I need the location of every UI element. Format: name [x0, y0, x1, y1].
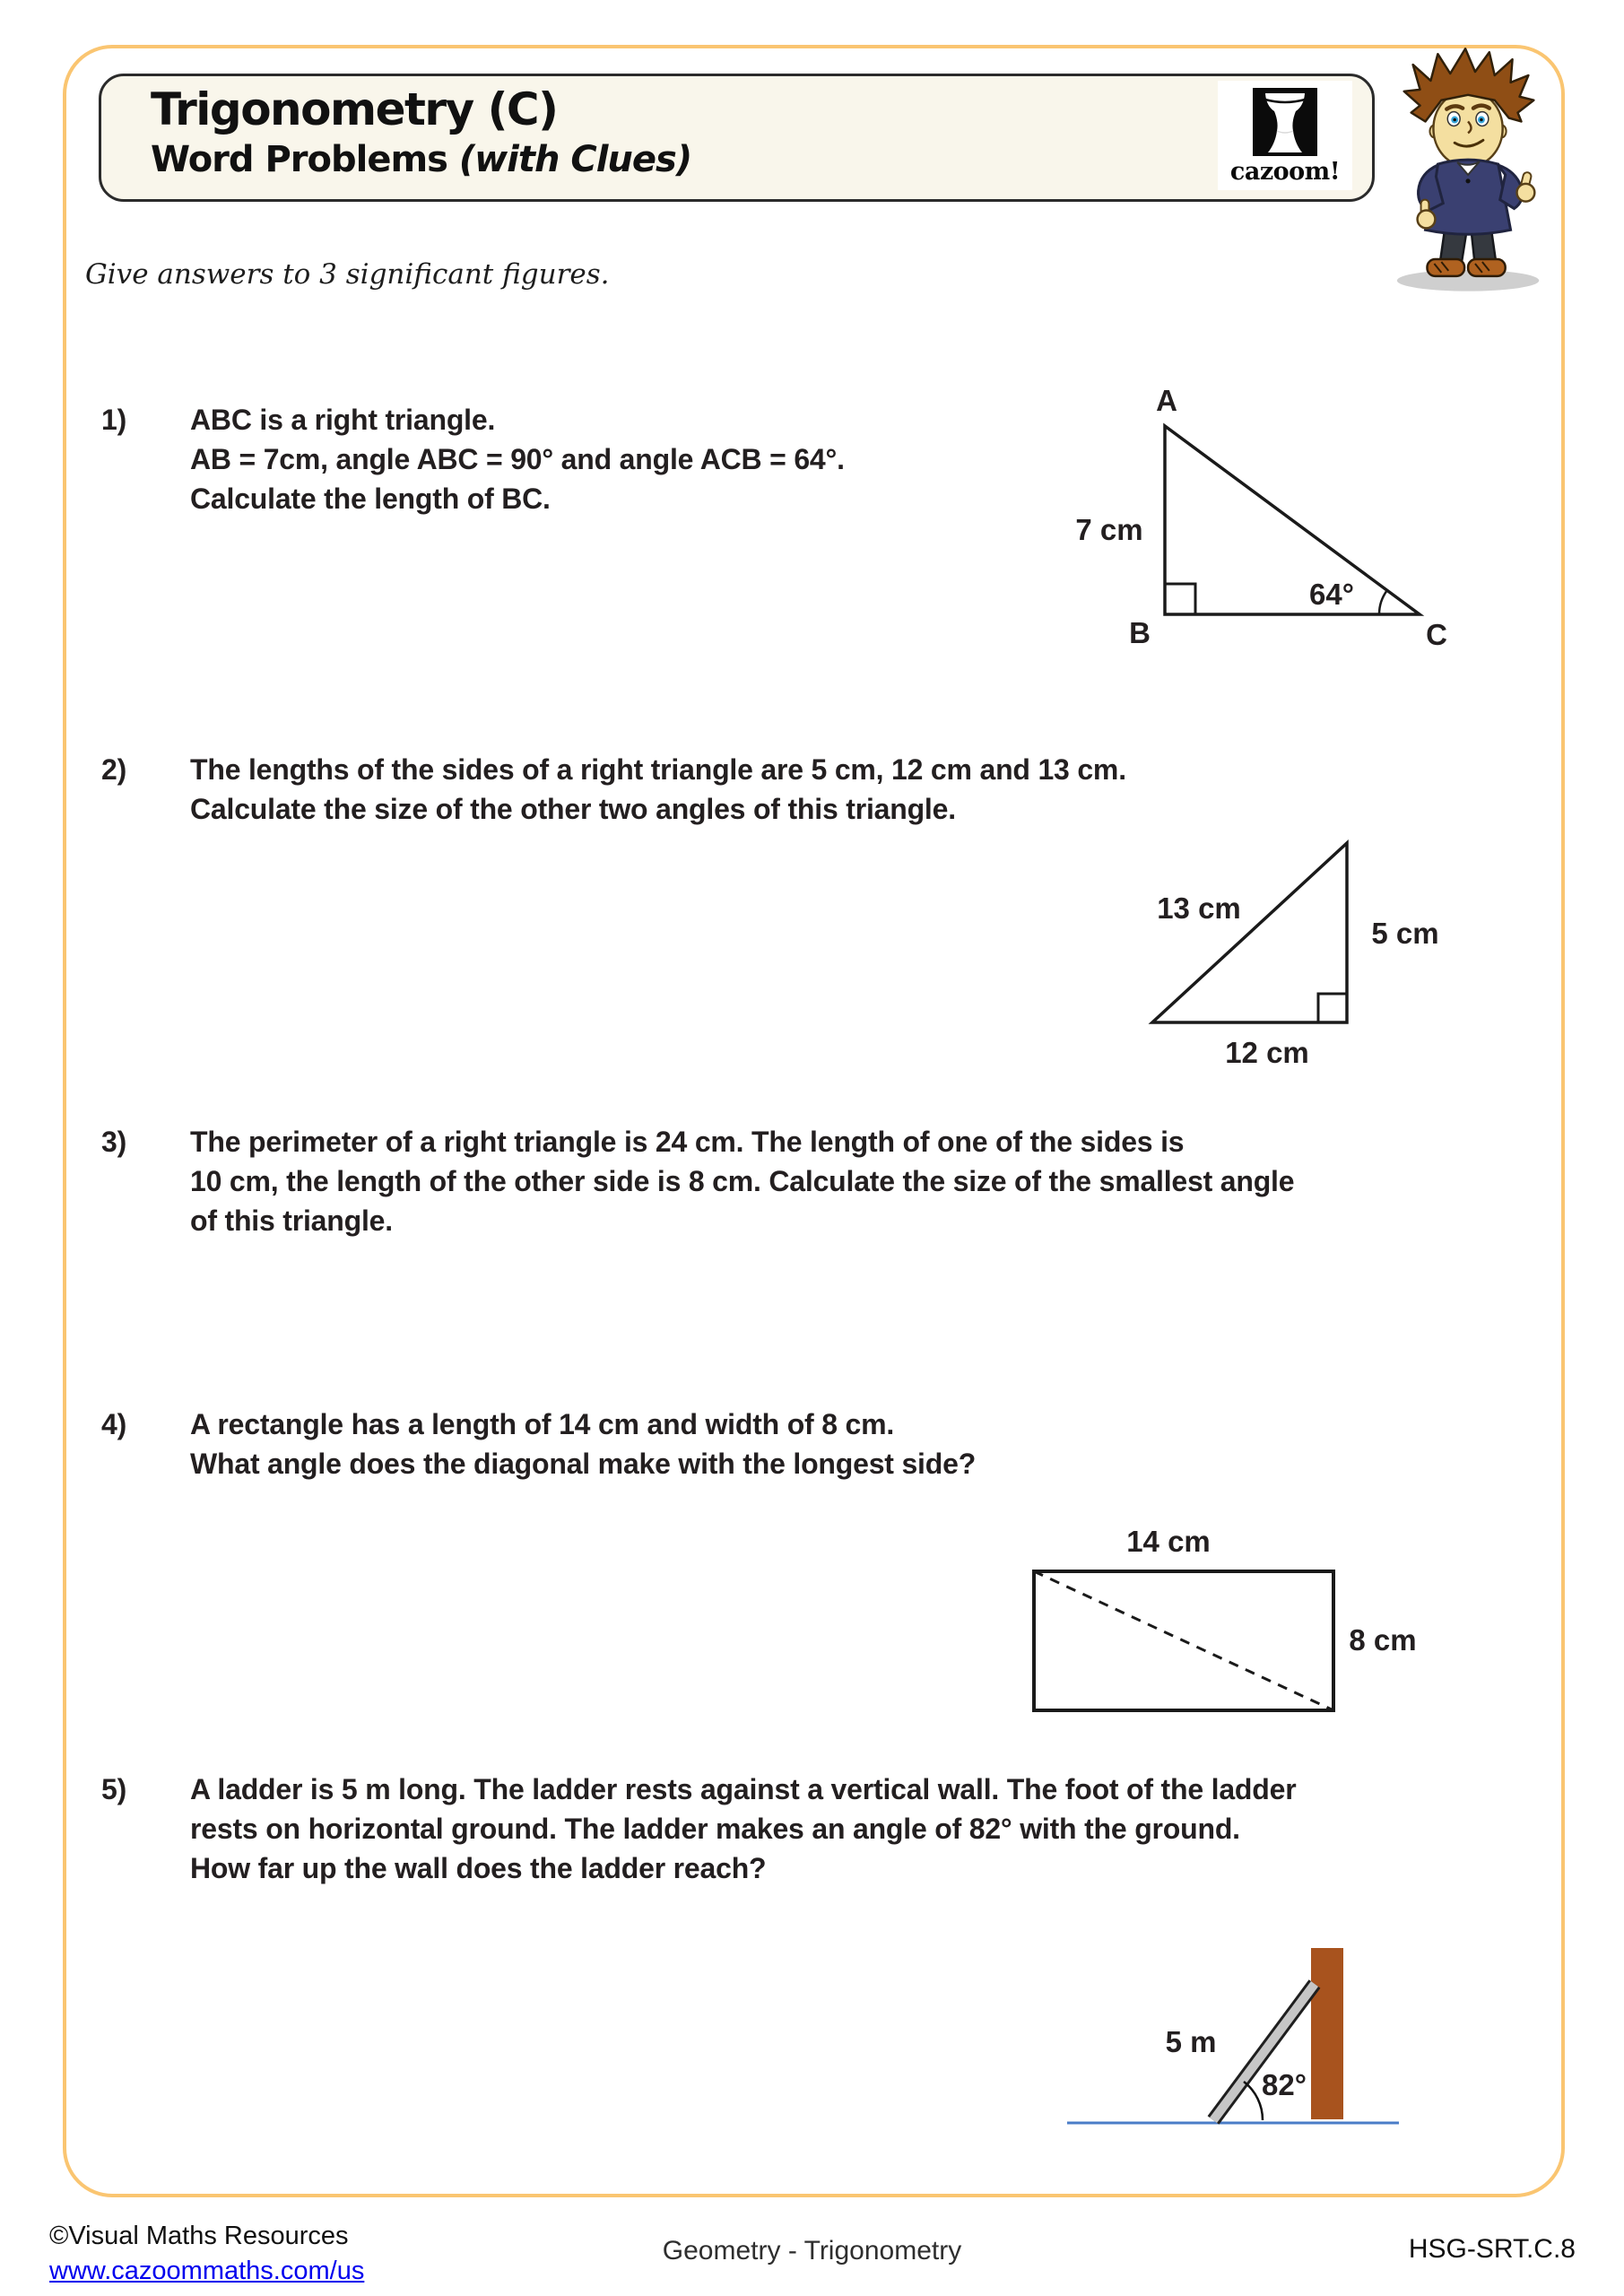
cazoom-logo-text: cazoom!	[1229, 158, 1341, 186]
problem-5	[101, 1770, 1296, 1888]
worksheet-title: Trigonometry (C)	[151, 83, 558, 135]
angle-arc	[1244, 2082, 1263, 2120]
problem-2-number: 2)	[101, 753, 127, 786]
problem-4-text: A rectangle has a length of 14 cm and width of 8 cm. What angle does the diagonal make with the longest side?	[190, 1408, 977, 1480]
footer-topic: Geometry - Trigonometry	[662, 2236, 962, 2266]
right-angle-mark	[1165, 584, 1195, 614]
footer-standard-code: HSG-SRT.C.8	[1408, 2234, 1576, 2264]
problem-4	[101, 1405, 976, 1483]
subtitle-text: Word Problems	[151, 139, 447, 180]
mascot-boy-illustration	[1379, 43, 1566, 292]
hypotenuse-label: 13 cm	[1157, 891, 1241, 925]
problem-1	[101, 400, 845, 518]
ladder-angle-label: 82°	[1262, 2068, 1307, 2101]
problem-3-number: 3)	[101, 1126, 127, 1158]
wall	[1311, 1948, 1343, 2119]
vertex-a-label: A	[1156, 386, 1177, 417]
rectangle-diagram	[1022, 1516, 1453, 1740]
vertical-side-label: 5 cm	[1371, 917, 1439, 950]
worksheet-subtitle	[151, 139, 691, 180]
ladder-length-label: 5 m	[1165, 2025, 1217, 2058]
angle-c-label: 64°	[1309, 578, 1354, 611]
footer-copyright: ©Visual Maths Resources	[49, 2222, 349, 2250]
problem-5-text: A ladder is 5 m long. The ladder rests against a vertical wall. The foot of the ladder rests on horizontal ground. The ladder makes an angle of 82° with the ground. How far up the wall does the ladder reach?	[190, 1773, 1297, 1884]
cazoom-logo	[1218, 81, 1352, 190]
subtitle-note: (with Clues)	[458, 139, 692, 180]
instruction-text: Give answers to 3 significant figures.	[85, 258, 610, 291]
problem-4-number: 4)	[101, 1408, 127, 1440]
vertex-b-label: B	[1129, 616, 1151, 649]
problem-2	[101, 750, 1126, 829]
triangle-5-12-13-diagram	[1103, 832, 1480, 1110]
length-label: 14 cm	[1126, 1525, 1211, 1558]
header-box	[99, 74, 1375, 202]
ladder-wall-diagram	[1049, 1919, 1444, 2144]
problem-1-text: ABC is a right triangle. AB = 7cm, angle ABC = 90° and angle ACB = 64°. Calculate the length of BC.	[190, 404, 845, 515]
djembe-drum-icon	[1253, 88, 1317, 156]
angle-arc	[1379, 590, 1387, 614]
vertex-c-label: C	[1426, 618, 1447, 651]
problem-5-number: 5)	[101, 1773, 127, 1805]
right-angle-mark	[1318, 994, 1347, 1022]
diagonal-dashed-line	[1034, 1571, 1333, 1710]
footer-url-link[interactable]: www.cazoommaths.com/us	[49, 2257, 365, 2285]
triangle-abc-diagram	[1058, 386, 1453, 655]
problem-2-text: The lengths of the sides of a right triangle are 5 cm, 12 cm and 13 cm. Calculate the size of the other two angles of this triangle.	[190, 753, 1126, 825]
base-side-label: 12 cm	[1225, 1036, 1309, 1069]
problem-3-text: The perimeter of a right triangle is 24 cm. The length of one of the sides is 10 cm, the length of the other side is 8 cm. Calculate the size of the smallest angle of this triangle.	[190, 1126, 1295, 1237]
width-label: 8 cm	[1349, 1623, 1417, 1657]
problem-3	[101, 1122, 1294, 1240]
problem-1-number: 1)	[101, 404, 127, 436]
side-ab-label: 7 cm	[1075, 513, 1143, 546]
